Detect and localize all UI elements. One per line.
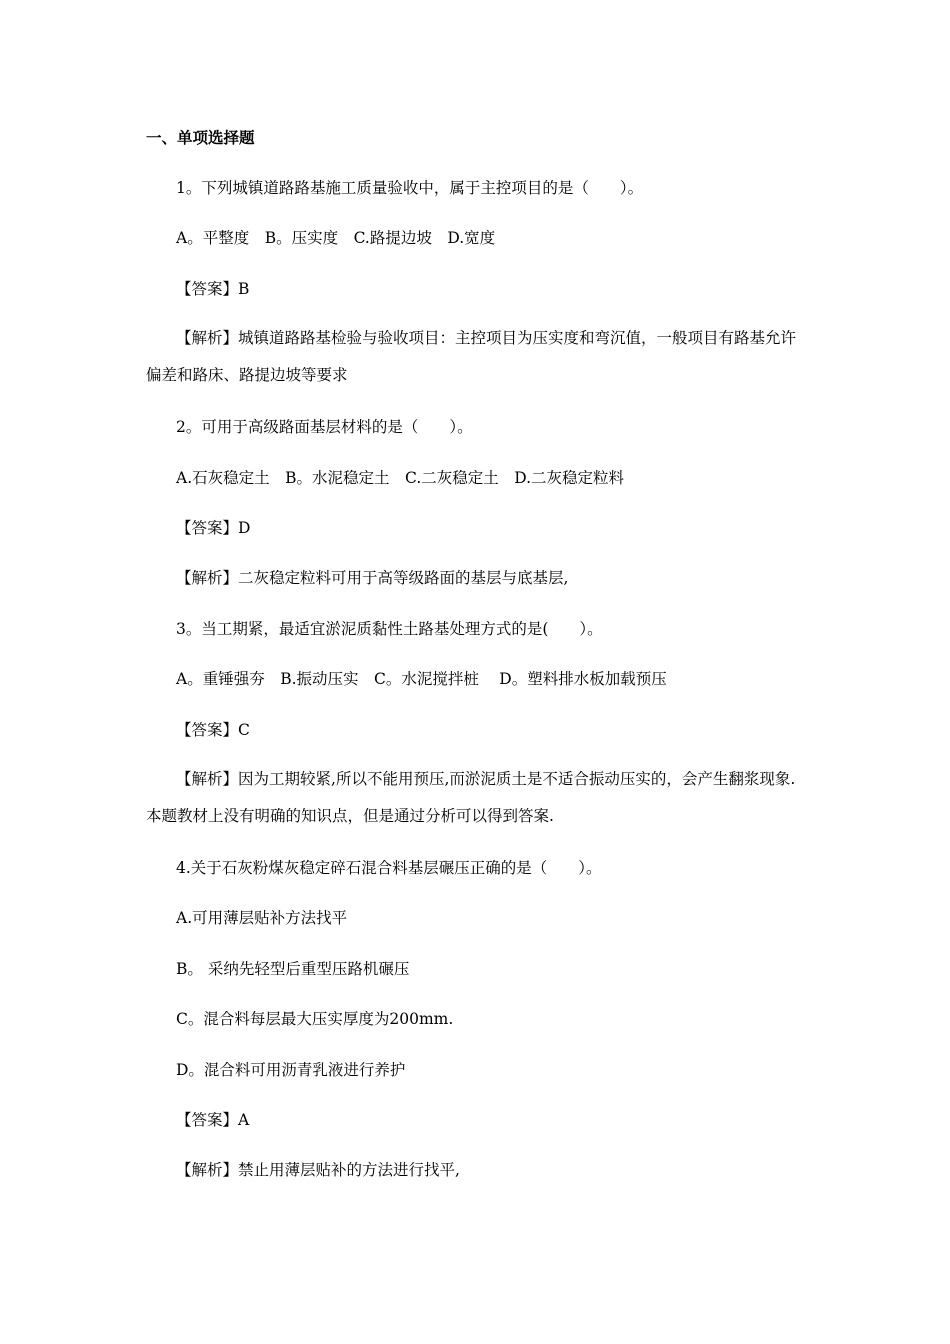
analysis-text: 城镇道路路基检验与验收项目：主控项目为压实度和弯沉值，一般项目有路基允许偏差和路床、路提边坡等要求	[146, 329, 797, 384]
answer-label: 【答案】	[176, 721, 239, 739]
analysis-text: 二灰稳定粒料可用于高等级路面的基层与底基层,	[238, 569, 569, 587]
question-4-option-b: B。 采纳先轻型后重型压路机碾压	[176, 960, 410, 978]
question-4-option-d: D。混合料可用沥青乳液进行养护	[176, 1061, 406, 1079]
analysis-text: 因为工期较紧,所以不能用预压,而淤泥质土是不适合振动压实的，会产生翻浆现象.本题教材上没有明确的知识点，但是通过分析可以得到答案.	[146, 770, 796, 825]
answer-value: A	[238, 1111, 250, 1129]
question-1-answer	[176, 279, 249, 299]
analysis-text: 禁止用薄层贴补的方法进行找平,	[238, 1161, 460, 1179]
answer-value: B	[238, 280, 250, 298]
question-3-answer	[176, 720, 250, 740]
answer-label: 【答案】	[176, 1111, 239, 1129]
answer-value: C	[238, 721, 250, 739]
question-1-stem: 1。下列城镇道路路基施工质量验收中，属于主控项目的是（ ）。	[176, 179, 644, 197]
question-3-stem: 3。当工期紧，最适宜淤泥质黏性土路基处理方式的是( ）。	[176, 620, 603, 638]
question-1-analysis	[146, 320, 806, 394]
question-4-option-a: A.可用薄层贴补方法找平	[176, 909, 348, 927]
question-4-stem: 4.关于石灰粉煤灰稳定碎石混合料基层碾压正确的是（ ）。	[176, 859, 602, 877]
question-2-answer	[176, 518, 250, 538]
analysis-label: 【解析】	[176, 1161, 239, 1179]
question-4-analysis	[176, 1160, 460, 1180]
answer-label: 【答案】	[176, 519, 239, 537]
analysis-label: 【解析】	[176, 329, 239, 347]
question-4-option-c: C。混合料每层最大压实厚度为200mm.	[176, 1010, 454, 1028]
question-2-stem: 2。可用于高级路面基层材料的是（ ）。	[176, 418, 473, 436]
answer-value: D	[238, 519, 251, 537]
question-2-analysis	[176, 568, 568, 588]
question-3-options: A。重锤强夯 B.振动压实 C。水泥搅拌桩 D。塑料排水板加载预压	[176, 670, 667, 688]
analysis-label: 【解析】	[176, 770, 239, 788]
analysis-label: 【解析】	[176, 569, 239, 587]
question-3-analysis	[146, 761, 806, 835]
question-1-options: A。平整度 B。压实度 C.路提边坡 D.宽度	[176, 229, 496, 247]
answer-label: 【答案】	[176, 280, 239, 298]
section-title: 一、单项选择题	[146, 129, 255, 147]
question-4-answer	[176, 1110, 249, 1130]
question-2-options: A.石灰稳定土 B。水泥稳定土 C.二灰稳定土 D.二灰稳定粒料	[176, 469, 625, 487]
